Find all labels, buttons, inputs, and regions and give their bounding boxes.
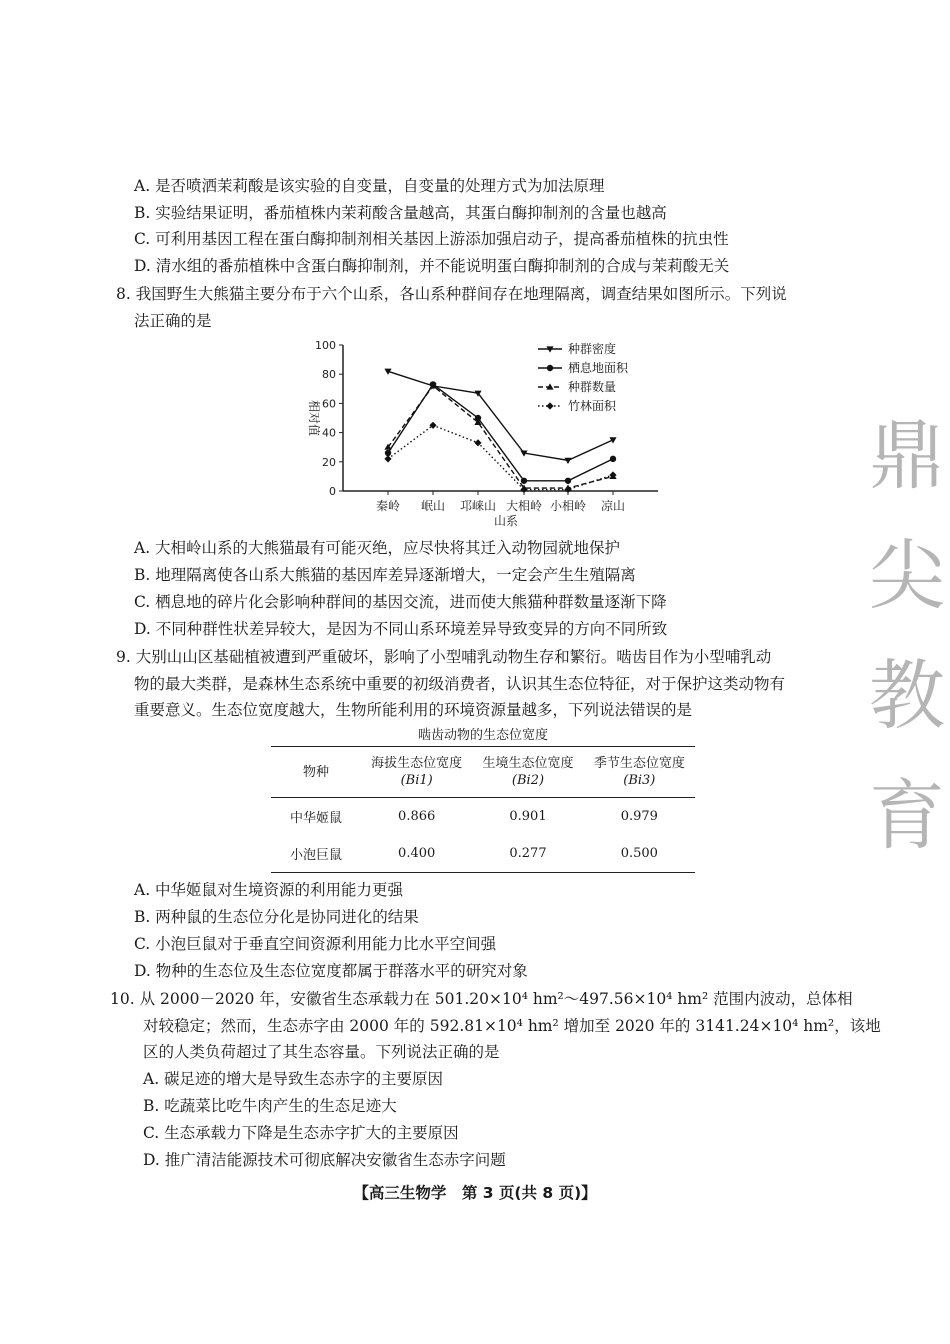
y-axis-label: 相对值 xyxy=(307,399,321,437)
x-tick-label: 凉山 xyxy=(600,499,626,513)
x-tick-label: 岷山 xyxy=(420,499,446,513)
page-footer: 【高三生物学 第 3 页(共 8 页)】 xyxy=(353,1184,597,1202)
q10-option-c: C. 生态承载力下降是生态赤字扩大的主要原因 xyxy=(143,1124,459,1142)
watermark-char: 鼎 xyxy=(869,411,945,500)
data-point xyxy=(610,456,616,462)
q10-option-d: D. 推广清洁能源技术可彻底解决安徽省生态赤字问题 xyxy=(143,1151,506,1169)
header-habitat: 生境生态位宽度 (Bi2) xyxy=(482,756,574,788)
y-tick-label: 0 xyxy=(329,485,336,498)
table-cell: 0.979 xyxy=(620,809,658,824)
y-tick-label: 100 xyxy=(315,339,336,352)
q8-option-b: B. 地理隔离使各山系大熊猫的基因库差异逐渐增大，一定会产生生殖隔离 xyxy=(134,566,636,584)
watermark-char: 教 xyxy=(869,651,945,740)
table-header-row xyxy=(271,747,695,798)
q8-option-d: D. 不同种群性状差异较大，是因为不同山系环境差异导致变异的方向不同所致 xyxy=(134,620,668,638)
watermark-char: 育 xyxy=(869,771,945,860)
y-tick-label: 60 xyxy=(322,397,336,411)
q10-option-b: B. 吃蔬菜比吃牛肉产生的生态足迹大 xyxy=(143,1097,397,1115)
y-tick-label: 20 xyxy=(322,455,336,469)
x-tick-label: 大相岭 xyxy=(505,499,543,513)
table-cell: 0.277 xyxy=(509,846,547,861)
series-line xyxy=(388,425,613,489)
panda-line-chart xyxy=(300,335,670,530)
x-tick-label: 邛崃山 xyxy=(459,499,497,513)
data-point xyxy=(564,458,571,464)
q9-option-c: C. 小泡巨鼠对于垂直空间资源利用能力比水平空间强 xyxy=(134,935,497,953)
q9-option-d: D. 物种的生态位及生态位宽度都属于群落水平的研究对象 xyxy=(134,962,528,980)
x-tick-label: 秦岭 xyxy=(375,499,401,513)
x-axis-label: 山系 xyxy=(493,514,519,528)
x-tick-label: 小相岭 xyxy=(549,499,587,513)
data-point xyxy=(520,486,527,493)
table-cell: 0.866 xyxy=(398,809,436,824)
q9-stem-line1: 9. 大别山山区基础植被遭到严重破坏，影响了小型哺乳动物生存和繁衍。啮齿目作为小型哺乳动 xyxy=(116,648,772,666)
q7-option-b: B. 实验结果证明，番茄植株内茉莉酸含量越高，其蛋白酶抑制剂的含量也越高 xyxy=(134,204,667,222)
q8-stem-line1: 8. 我国野生大熊猫主要分布于六个山系，各山系种群间存在地理隔离，调查结果如图所示。下列说 xyxy=(116,285,787,303)
q8-option-a: A. 大相岭山系的大熊猫最有可能灭绝，应尽快将其迁入动物园就地保护 xyxy=(134,539,621,557)
q8-option-c: C. 栖息地的碎片化会影响种群间的基因交流，进而使大熊猫种群数量逐渐下降 xyxy=(134,593,667,611)
data-point xyxy=(384,455,391,462)
table-cell: 0.400 xyxy=(398,846,436,861)
legend-label: 种群数量 xyxy=(568,380,617,394)
q10-stem-line3: 区的人类负荷超过了其生态容量。下列说法正确的是 xyxy=(143,1043,500,1061)
data-point xyxy=(521,478,527,484)
watermark xyxy=(862,396,950,876)
legend-label: 种群密度 xyxy=(568,342,617,356)
q9-stem-line3: 重要意义。生态位宽度越大，生物所能利用的环境资源量越多，下列说法错误的是 xyxy=(134,701,693,719)
table-cell: 小泡巨鼠 xyxy=(289,848,342,863)
header-altitude: 海拔生态位宽度 (Bi1) xyxy=(371,756,463,788)
legend-label: 栖息地面积 xyxy=(568,361,629,375)
q9-stem-line2: 物的最大类群，是森林生态系统中重要的初级消费者，认识其生态位特征，对于保护这类动物有 xyxy=(134,675,786,693)
niche-width-table xyxy=(271,746,695,873)
q7-option-a: A. 是否喷洒茉莉酸是该实验的自变量，自变量的处理方式为加法原理 xyxy=(134,177,605,195)
data-point xyxy=(565,478,571,484)
watermark-char: 尖 xyxy=(869,531,945,620)
q10-stem-line1: 10. 从 2000－2020 年，安徽省生态承载力在 501.20×10⁴ hm²～497.56×10⁴ hm² 范围内波动，总体相 xyxy=(110,990,853,1008)
q7-option-c: C. 可利用基因工程在蛋白酶抑制剂相关基因上游添加强启动子，提高番茄植株的抗虫性 xyxy=(134,230,729,248)
q10-option-a: A. 碳足迹的增大是导致生态赤字的主要原因 xyxy=(143,1070,444,1088)
data-point xyxy=(547,365,553,371)
table-row xyxy=(271,835,695,873)
data-point xyxy=(546,402,553,409)
table-cell: 中华姬鼠 xyxy=(289,811,342,826)
header-season: 季节生态位宽度 (Bi3) xyxy=(593,756,685,788)
legend-label: 竹林面积 xyxy=(568,399,617,413)
q8-stem-line2: 法正确的是 xyxy=(134,312,212,330)
table-caption: 啮齿动物的生态位宽度 xyxy=(417,728,548,743)
q9-option-a: A. 中华姬鼠对生境资源的利用能力更强 xyxy=(134,881,404,899)
q7-option-d: D. 清水组的番茄植株中含蛋白酶抑制剂，并不能说明蛋白酶抑制剂的合成与茉莉酸无关 xyxy=(134,257,730,275)
y-tick-label: 80 xyxy=(322,368,336,382)
table-cell: 0.901 xyxy=(509,809,547,824)
y-tick-label: 40 xyxy=(322,426,336,440)
q9-option-b: B. 两种鼠的生态位分化是协同进化的结果 xyxy=(134,908,419,926)
q10-stem-line2: 对较稳定；然而，生态赤字由 2000 年的 592.81×10⁴ hm² 增加至 2020 年的 3141.24×10⁴ hm²，该地 xyxy=(143,1017,881,1035)
table-cell: 0.500 xyxy=(620,846,658,861)
header-species: 物种 xyxy=(302,764,329,780)
table-row xyxy=(271,798,695,836)
